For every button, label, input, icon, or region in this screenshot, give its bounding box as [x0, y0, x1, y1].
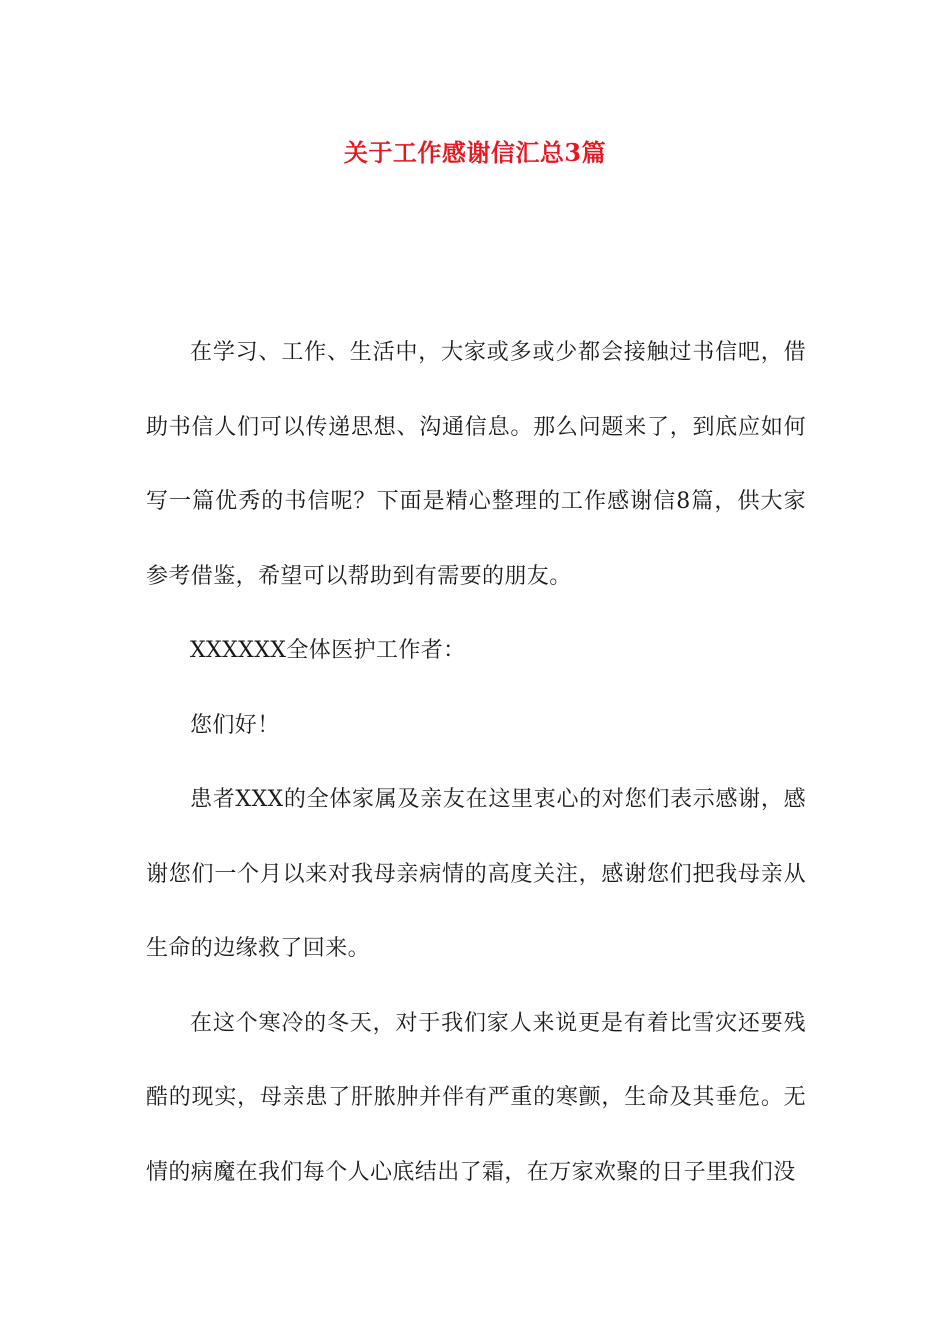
- salutation-recipient: XXXXXX全体医护工作者：: [190, 638, 466, 663]
- greeting: 您们好！: [190, 712, 280, 738]
- intro-paragraph: 在学习、工作、生活中，大家或多或少都会接触过书信吧，借助书信人们可以传递思想、沟通信息。那么问题来了，到底应如何写一篇优秀的书信呢？下面是精心整理的工作感谢信8篇，供大家参考借鉴，希望可以帮助到有需要的朋友。: [146, 340, 806, 589]
- document-body: [146, 316, 806, 1210]
- document-title: 关于工作感谢信汇总3篇: [343, 138, 607, 167]
- thanks-paragraph: 患者XXX的全体家属及亲友在这里衷心的对您们表示感谢，感谢您们一个月以来对我母亲病情的高度关注，感谢您们把我母亲从生命的边缘救了回来。: [146, 787, 806, 961]
- story-paragraph: 在这个寒冷的冬天，对于我们家人来说更是有着比雪灾还要残酷的现实，母亲患了肝脓肿并伴有严重的寒颤，生命及其垂危。无情的病魔在我们每个人心底结出了霜，在万家欢聚的日子里我们没: [146, 1010, 806, 1185]
